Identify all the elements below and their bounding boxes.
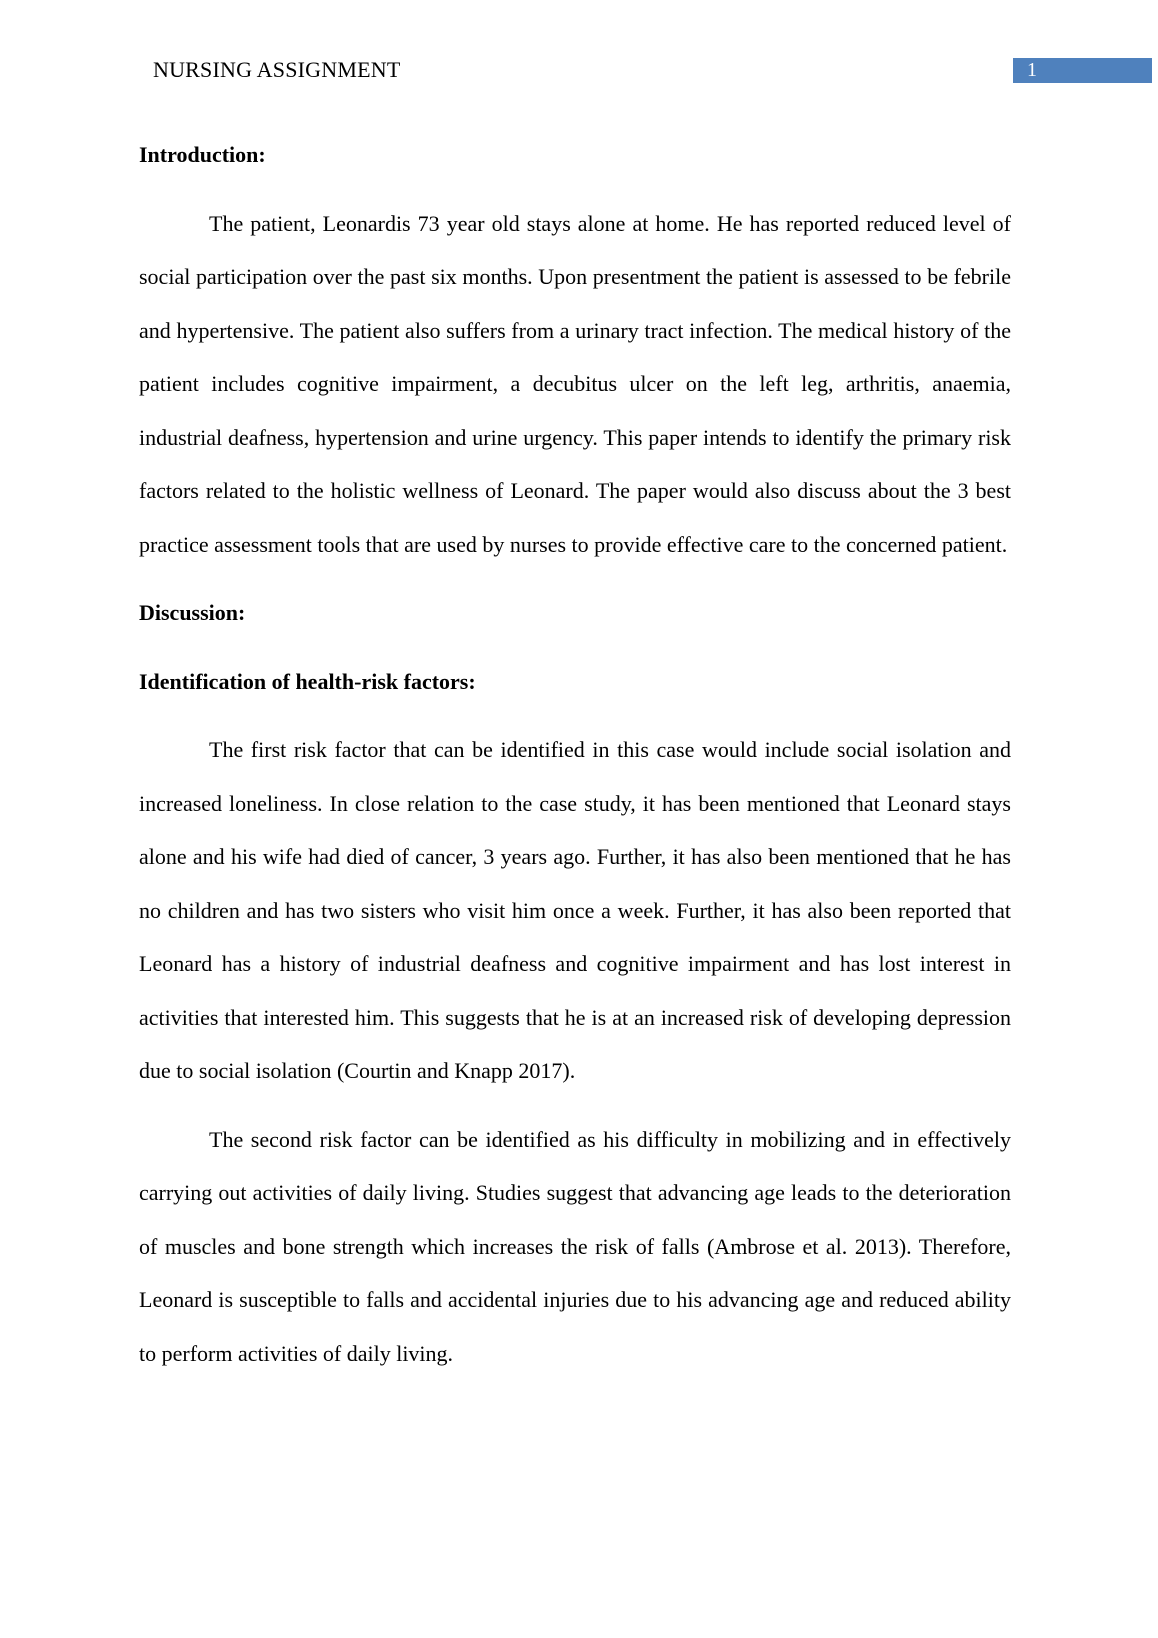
spacer	[139, 182, 1011, 197]
risk-factor-paragraph-1: The first risk factor that can be identified in this case would include social isolation and increased loneliness. In close relation to the case study, it has been mentioned that Leonard stays alone and his wife had died of cancer, 3 years ago. Further, it has also been mentioned that he has no children and has two sisters who visit him once a week. Further, it has also been reported that Leonard has a history of industrial deafness and cognitive impairment and has lost interest in activities that interested him. This suggests that he is at an increased risk of developing depression due to social isolation (Courtin and Knapp 2017).	[139, 737, 1011, 1083]
spacer	[139, 640, 1011, 655]
spacer	[139, 1098, 1011, 1113]
spacer	[139, 571, 1011, 586]
introduction-heading: Introduction:	[139, 142, 266, 167]
running-head: NURSING ASSIGNMENT	[153, 57, 401, 82]
risk-factor-paragraph-2: The second risk factor can be identified as his difficulty in mobilizing and in effectively carrying out activities of daily living. Studies suggest that advancing age leads to the deterioration of muscles and bone strength which increases the risk of falls (Ambrose et al. 2013). Therefore, Leonard is susceptible to falls and accidental injuries due to his advancing age and reduced ability to perform activities of daily living.	[139, 1126, 1011, 1366]
discussion-heading: Discussion:	[139, 600, 246, 625]
document-body	[139, 128, 1011, 1380]
introduction-paragraph: The patient, Leonardis 73 year old stays alone at home. He has reported reduced level of social participation over the past six months. Upon presentment the patient is assessed to be febrile and hypertensive. The patient also suffers from a urinary tract infection. The medical history of the patient includes cognitive impairment, a decubitus ulcer on the left leg, arthritis, anaemia, industrial deafness, hypertension and urine urgency. This paper intends to identify the primary risk factors related to the holistic wellness of Leonard. The paper would also discuss about the 3 best practice assessment tools that are used by nurses to provide effective care to the concerned patient.	[139, 210, 1011, 557]
risk-factors-heading: Identification of health-risk factors:	[139, 668, 476, 694]
spacer	[139, 708, 1011, 723]
page-number: 1	[1013, 58, 1152, 83]
